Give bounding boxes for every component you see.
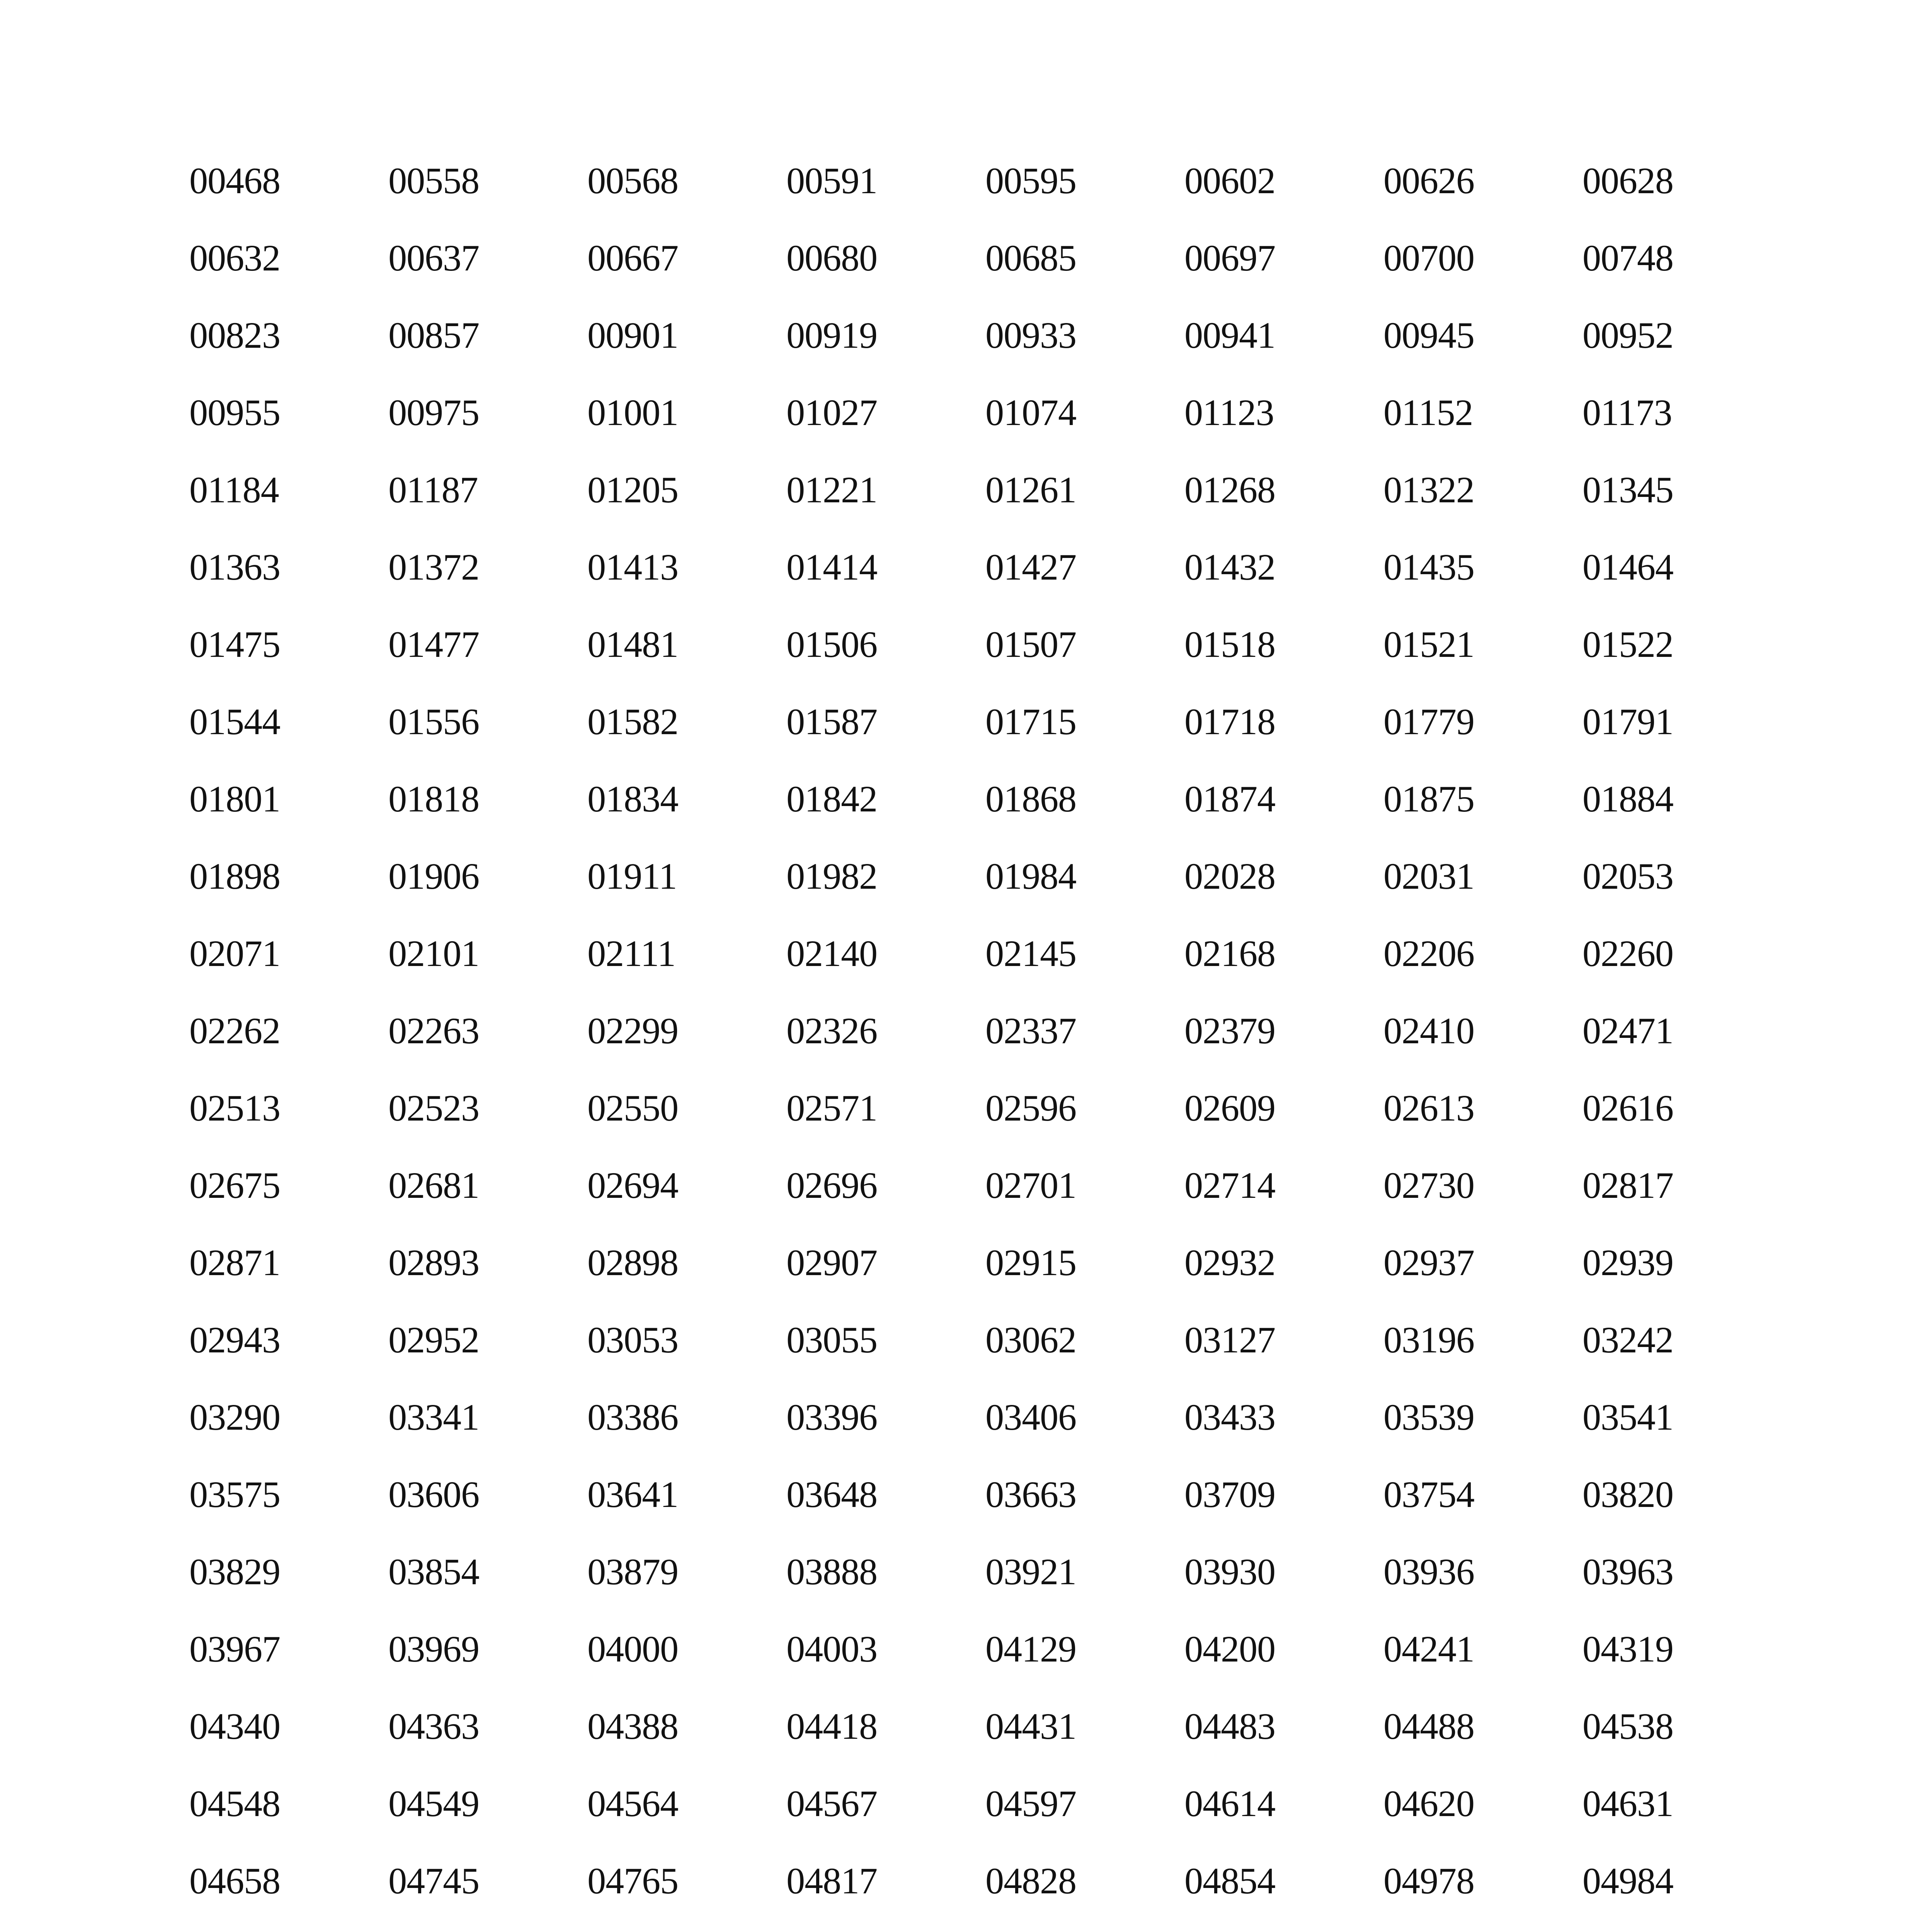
- number-cell: 01432: [1184, 546, 1275, 588]
- number-cell: 01363: [189, 546, 280, 588]
- number-cell: 03053: [587, 1319, 678, 1361]
- number-cell: 01779: [1383, 701, 1474, 742]
- number-cell: 02817: [1582, 1165, 1673, 1206]
- number-cell: 02145: [985, 933, 1076, 974]
- number-cell: 04340: [189, 1706, 280, 1747]
- number-cell: 04319: [1582, 1628, 1673, 1670]
- number-cell: 00933: [985, 315, 1076, 356]
- number-cell: 02871: [189, 1242, 280, 1283]
- number-cell: 02939: [1582, 1242, 1673, 1283]
- number-cell: 03888: [786, 1551, 877, 1592]
- number-cell: 01205: [587, 469, 678, 510]
- number-cell: 03930: [1184, 1551, 1275, 1592]
- number-cell: 00591: [786, 160, 877, 201]
- number-cell: 03242: [1582, 1319, 1673, 1361]
- number-cell: 03606: [388, 1474, 479, 1515]
- number-cell: 00901: [587, 315, 678, 356]
- number-cell: 01884: [1582, 778, 1673, 820]
- number-cell: 04620: [1383, 1783, 1474, 1824]
- number-cell: 00945: [1383, 315, 1474, 356]
- number-cell: 00941: [1184, 315, 1275, 356]
- number-cell: 02101: [388, 933, 479, 974]
- number-cell: 01582: [587, 701, 678, 742]
- number-cell: 02893: [388, 1242, 479, 1283]
- number-cell: 03967: [189, 1628, 280, 1670]
- number-cell: 00667: [587, 237, 678, 279]
- number-cell: 01187: [388, 469, 478, 510]
- number-cell: 01898: [189, 855, 280, 897]
- number-cell: 03663: [985, 1474, 1076, 1515]
- number-cell: 00626: [1383, 160, 1474, 201]
- number-cell: 02730: [1383, 1165, 1474, 1206]
- number-cell: 02260: [1582, 933, 1673, 974]
- number-cell: 03709: [1184, 1474, 1275, 1515]
- number-cell: 03641: [587, 1474, 678, 1515]
- number-cell: 01982: [786, 855, 877, 897]
- number-cell: 00632: [189, 237, 280, 279]
- number-cell: 00857: [388, 315, 479, 356]
- number-cell: 01587: [786, 701, 877, 742]
- number-cell: 02675: [189, 1165, 280, 1206]
- number-cell: 02550: [587, 1087, 678, 1129]
- number-cell: 01801: [189, 778, 280, 820]
- number-cell: 01906: [388, 855, 479, 897]
- number-cell: 02410: [1383, 1010, 1474, 1051]
- number-cell: 04241: [1383, 1628, 1474, 1670]
- number-cell: 03062: [985, 1319, 1076, 1361]
- number-cell: 02031: [1383, 855, 1474, 897]
- number-cell: 01464: [1582, 546, 1673, 588]
- number-cell: 02937: [1383, 1242, 1474, 1283]
- number-cell: 02696: [786, 1165, 877, 1206]
- number-cell: 00697: [1184, 237, 1275, 279]
- number-cell: 03541: [1582, 1396, 1673, 1438]
- number-cell: 04567: [786, 1783, 877, 1824]
- number-cell: 01184: [189, 469, 279, 510]
- number-cell: 03196: [1383, 1319, 1474, 1361]
- number-cell: 02263: [388, 1010, 479, 1051]
- number-cell: 02471: [1582, 1010, 1673, 1051]
- number-cell: 04003: [786, 1628, 877, 1670]
- number-cell: 02379: [1184, 1010, 1275, 1051]
- number-cell: 02571: [786, 1087, 877, 1129]
- number-cell: 01868: [985, 778, 1076, 820]
- number-cell: 01173: [1582, 392, 1672, 433]
- number-cell: 02613: [1383, 1087, 1474, 1129]
- number-cell: 02714: [1184, 1165, 1275, 1206]
- number-cell: 02206: [1383, 933, 1474, 974]
- number-cell: 03963: [1582, 1551, 1673, 1592]
- number-cell: 03820: [1582, 1474, 1673, 1515]
- number-cell: 01481: [587, 624, 678, 665]
- number-cell: 00700: [1383, 237, 1474, 279]
- number-cell: 01911: [587, 855, 677, 897]
- number-cell: 01475: [189, 624, 280, 665]
- number-cell: 02168: [1184, 933, 1275, 974]
- number-cell: 04000: [587, 1628, 678, 1670]
- number-cell: 02140: [786, 933, 877, 974]
- number-cell: 00568: [587, 160, 678, 201]
- number-cell: 00637: [388, 237, 479, 279]
- number-cell: 04483: [1184, 1706, 1275, 1747]
- number-cell: 02262: [189, 1010, 280, 1051]
- number-cell: 00628: [1582, 160, 1673, 201]
- number-cell: 01842: [786, 778, 877, 820]
- number-cell: 02694: [587, 1165, 678, 1206]
- number-cell: 01123: [1184, 392, 1274, 433]
- number-cell: 01268: [1184, 469, 1275, 510]
- number-cell: 03648: [786, 1474, 877, 1515]
- number-cell: 02616: [1582, 1087, 1673, 1129]
- number-cell: 03969: [388, 1628, 479, 1670]
- number-cell: 02907: [786, 1242, 877, 1283]
- number-cell: 01413: [587, 546, 678, 588]
- number-cell: 01984: [985, 855, 1076, 897]
- number-cell: 00468: [189, 160, 280, 201]
- number-cell: 02523: [388, 1087, 479, 1129]
- number-cell: 04978: [1383, 1860, 1474, 1901]
- number-cell: 04817: [786, 1860, 877, 1901]
- number-cell: 04614: [1184, 1783, 1275, 1824]
- number-cell: 04200: [1184, 1628, 1275, 1670]
- number-cell: 01152: [1383, 392, 1473, 433]
- number-cell: 01372: [388, 546, 479, 588]
- number-cell: 03854: [388, 1551, 479, 1592]
- number-cell: 02326: [786, 1010, 877, 1051]
- number-cell: 01518: [1184, 624, 1275, 665]
- number-cell: 03575: [189, 1474, 280, 1515]
- number-cell: 01718: [1184, 701, 1275, 742]
- number-cell: 02111: [587, 933, 676, 974]
- number-cell: 01556: [388, 701, 479, 742]
- number-cell: 00919: [786, 315, 877, 356]
- number-cell: 04745: [388, 1860, 479, 1901]
- number-cell: 01818: [388, 778, 479, 820]
- number-cell: 01874: [1184, 778, 1275, 820]
- number-cell: 01507: [985, 624, 1076, 665]
- number-cell: 03396: [786, 1396, 877, 1438]
- number-cell: 03406: [985, 1396, 1076, 1438]
- number-cell: 01435: [1383, 546, 1474, 588]
- number-cell: 03127: [1184, 1319, 1275, 1361]
- number-cell: 03829: [189, 1551, 280, 1592]
- number-cell: 02915: [985, 1242, 1076, 1283]
- number-table: [189, 155, 1778, 1932]
- number-cell: 01221: [786, 469, 877, 510]
- number-cell: 01506: [786, 624, 877, 665]
- number-cell: 01791: [1582, 701, 1673, 742]
- number-cell: 03341: [388, 1396, 479, 1438]
- number-cell: 00748: [1582, 237, 1673, 279]
- number-cell: 04631: [1582, 1783, 1673, 1824]
- number-cell: 03921: [985, 1551, 1076, 1592]
- number-cell: 00680: [786, 237, 877, 279]
- number-cell: 04548: [189, 1783, 280, 1824]
- number-cell: 01427: [985, 546, 1076, 588]
- number-cell: 03879: [587, 1551, 678, 1592]
- number-cell: 04765: [587, 1860, 678, 1901]
- number-cell: 04488: [1383, 1706, 1474, 1747]
- number-cell: 02609: [1184, 1087, 1275, 1129]
- number-cell: 04828: [985, 1860, 1076, 1901]
- number-cell: 00595: [985, 160, 1076, 201]
- number-cell: 02299: [587, 1010, 678, 1051]
- number-cell: 01322: [1383, 469, 1474, 510]
- number-cell: 02513: [189, 1087, 280, 1129]
- number-cell: 00975: [388, 392, 479, 433]
- number-cell: 04597: [985, 1783, 1076, 1824]
- number-cell: 02898: [587, 1242, 678, 1283]
- number-cell: 02943: [189, 1319, 280, 1361]
- number-cell: 01027: [786, 392, 877, 433]
- number-cell: 01834: [587, 778, 678, 820]
- number-cell: 01875: [1383, 778, 1474, 820]
- number-cell: 00558: [388, 160, 479, 201]
- number-cell: 00952: [1582, 315, 1673, 356]
- number-cell: 03055: [786, 1319, 877, 1361]
- number-cell: 03936: [1383, 1551, 1474, 1592]
- number-cell: 02596: [985, 1087, 1076, 1129]
- number-cell: 03290: [189, 1396, 280, 1438]
- number-cell: 04658: [189, 1860, 280, 1901]
- number-cell: 02028: [1184, 855, 1275, 897]
- number-cell: 02053: [1582, 855, 1673, 897]
- number-cell: 01522: [1582, 624, 1673, 665]
- number-cell: 04129: [985, 1628, 1076, 1670]
- number-cell: 01074: [985, 392, 1076, 433]
- number-cell: 01521: [1383, 624, 1474, 665]
- number-cell: 02337: [985, 1010, 1076, 1051]
- number-cell: 04418: [786, 1706, 877, 1747]
- number-cell: 02701: [985, 1165, 1076, 1206]
- number-cell: 03754: [1383, 1474, 1474, 1515]
- number-cell: 04854: [1184, 1860, 1275, 1901]
- number-cell: 02681: [388, 1165, 479, 1206]
- number-cell: 04538: [1582, 1706, 1673, 1747]
- number-cell: 01715: [985, 701, 1076, 742]
- number-cell: 01477: [388, 624, 479, 665]
- number-cell: 01345: [1582, 469, 1673, 510]
- number-cell: 01414: [786, 546, 877, 588]
- number-cell: 04564: [587, 1783, 678, 1824]
- number-cell: 04549: [388, 1783, 479, 1824]
- number-cell: 04363: [388, 1706, 479, 1747]
- number-cell: 03539: [1383, 1396, 1474, 1438]
- number-cell: 03433: [1184, 1396, 1275, 1438]
- number-cell: 04984: [1582, 1860, 1673, 1901]
- number-cell: 04388: [587, 1706, 678, 1747]
- number-cell: 01001: [587, 392, 678, 433]
- number-cell: 02932: [1184, 1242, 1275, 1283]
- number-cell: 04431: [985, 1706, 1076, 1747]
- number-cell: 02071: [189, 933, 280, 974]
- number-cell: 01544: [189, 701, 280, 742]
- number-cell: 01261: [985, 469, 1076, 510]
- number-cell: 00685: [985, 237, 1076, 279]
- number-cell: 00955: [189, 392, 280, 433]
- number-cell: 03386: [587, 1396, 678, 1438]
- number-cell: 02952: [388, 1319, 479, 1361]
- number-cell: 00602: [1184, 160, 1275, 201]
- number-cell: 00823: [189, 315, 280, 356]
